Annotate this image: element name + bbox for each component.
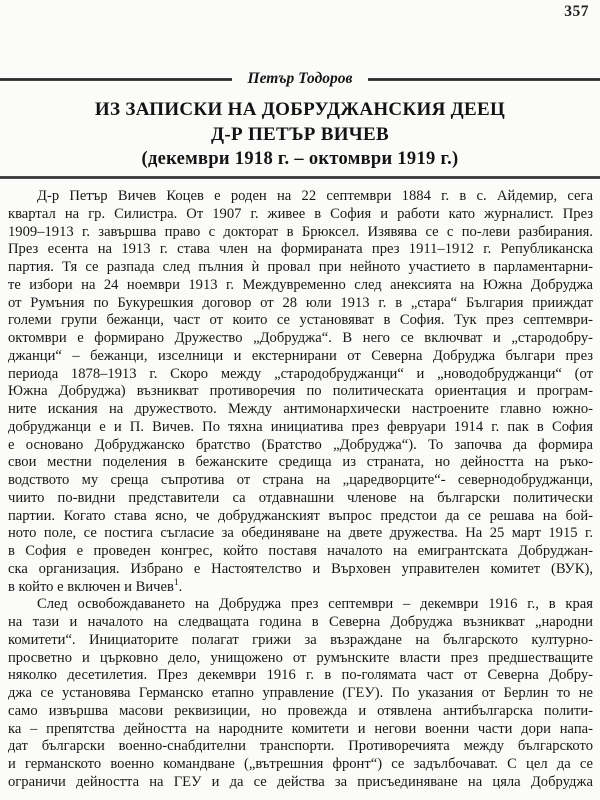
page-number: 357: [564, 3, 589, 20]
text-line: ното поле, се постига съгласие за обединяване на двете дружества. На 25 март 1915 г.: [8, 525, 593, 542]
text-line-with-footnote: [8, 579, 593, 597]
text-line: чиито по-видни представители са отдавнашни членове на български политически: [8, 489, 593, 506]
header-rule-left: [0, 78, 232, 81]
text-line: Южна Добруджа) възникват противоречия по политическата ориентация и програм-: [8, 383, 593, 400]
text-line: ограничи дейността на ГЕУ и да се действа за присъединяване на цяла Добруджа: [8, 773, 593, 790]
text-line: няколко десетилетия. През декември 1916 г. в по-голямата част от Северна Добру-: [8, 667, 593, 684]
text-fragment: .: [178, 578, 183, 595]
text-line: периода 1878–1913 г. Скоро между „стародобруджанци“ и „новодобруджанци“ (от: [8, 365, 593, 382]
paragraph: [8, 596, 593, 791]
text-line: само извършва масови реквизиции, но провежда и отявлена антибългарска полити-: [8, 702, 593, 719]
title-divider-rule: [0, 176, 600, 179]
text-line: и германското военно командване („вътрешния фронт“) се задълбочават. С цел да се: [8, 756, 593, 772]
text-fragment: в който е включен и Вичев: [8, 578, 174, 595]
text-line: ка – препятства дейността на народните комитети и негови военни части дори напа-: [8, 720, 593, 737]
text-line: големи групи бежанци, част от които се установяват в София. Тук през септември-: [8, 312, 593, 329]
text-line: е основано Добруджанско братство (Братство „Добруджа“). То започва да формира: [8, 436, 593, 453]
text-line: на тази и началото на следващата година в Северна Добруджа възникват „народни: [8, 614, 593, 630]
text-line: просветно и църковно дело, унищожено от румънските власти през предшестващите: [8, 649, 593, 666]
text-line: водството му среща съпротива от страна на „царедворците“- севернодобруджанци,: [8, 472, 593, 488]
text-line: дат български военно-снабдителни транспорти. Противоречията между българското: [8, 738, 593, 755]
text-line: добруджанци е и П. Вичев. По тяхна инициатива през февруари 1914 г. пак в София: [8, 418, 593, 435]
text-line: джа се установява Германско етапно управление (ГЕУ). По указания от Берлин то не: [8, 685, 593, 701]
text-line: от Румъния по Букурешкия договор от 28 юли 1913 г. в „стара“ България прииждат: [8, 294, 593, 311]
text-line: комитети“. Инициаторите полагат грижи за възраждане на българското културно-: [8, 631, 593, 648]
text-line: След освобождаването на Добруджа през септември – декември 1916 г., в края: [37, 596, 593, 613]
title-line-dates: (декември 1918 г. – октомври 1919 г.): [141, 149, 459, 169]
text-line: свои местни поделения в бежанските средища из страната, но дейността на ръко-: [8, 454, 593, 471]
header-rule-right: [368, 78, 600, 81]
text-line: октомври е формирано Дружество „Добруджа“. В него се включват и „стародобру-: [8, 330, 593, 346]
title-line-2: Д-Р ПЕТЪР ВИЧЕВ: [210, 124, 389, 145]
article-title: [0, 97, 600, 172]
text-line: ска организация. Избрано е Настоятелство и Върховен управителен комитет (ВУК),: [8, 560, 593, 577]
footnote-mark: 1: [173, 577, 179, 588]
text-line: квартал на гр. Силистра. От 1907 г. живее в София и работи като журналист. През: [8, 205, 593, 222]
text-line: джанци“ – бежанци, изселници и екстернирани от Северна Добруджа българи през: [8, 347, 593, 364]
text-line: През есента на 1913 г. става член на формираната през 1911–1912 г. Републиканска: [8, 241, 593, 258]
text-line: те избори на 24 ноември 1913 г. Междувременно след анексията на Южна Добруджа: [8, 276, 593, 293]
author-name: Петър Тодоров: [247, 70, 353, 87]
author-header: [0, 70, 600, 88]
text-line: ните искания на дружеството. Между антимонархически настроените главно южно-: [8, 401, 593, 417]
text-line: партии. Когато става ясно, че добруджанският въпрос предстои да се решава на бой-: [8, 507, 593, 524]
text-line: в София е проведен конгрес, който поставя началото на емигрантската Добруджан-: [8, 543, 593, 559]
text-line: 1909–1913 г. завършва право с докторат в Брюксел. Изявява се с по-леви разбирания.: [8, 223, 593, 240]
article-body: [8, 188, 593, 792]
text-line: Д-р Петър Вичев Коцев е роден на 22 септември 1884 г. в с. Айдемир, сега: [37, 188, 593, 204]
paragraph: [8, 188, 593, 596]
text-line: партия. Тя се разпада след пълния ѝ провал при нейното участието в парламентарни-: [8, 259, 593, 275]
title-line-1: ИЗ ЗАПИСКИ НА ДОБРУДЖАНСКИЯ ДЕЕЦ: [94, 99, 506, 120]
